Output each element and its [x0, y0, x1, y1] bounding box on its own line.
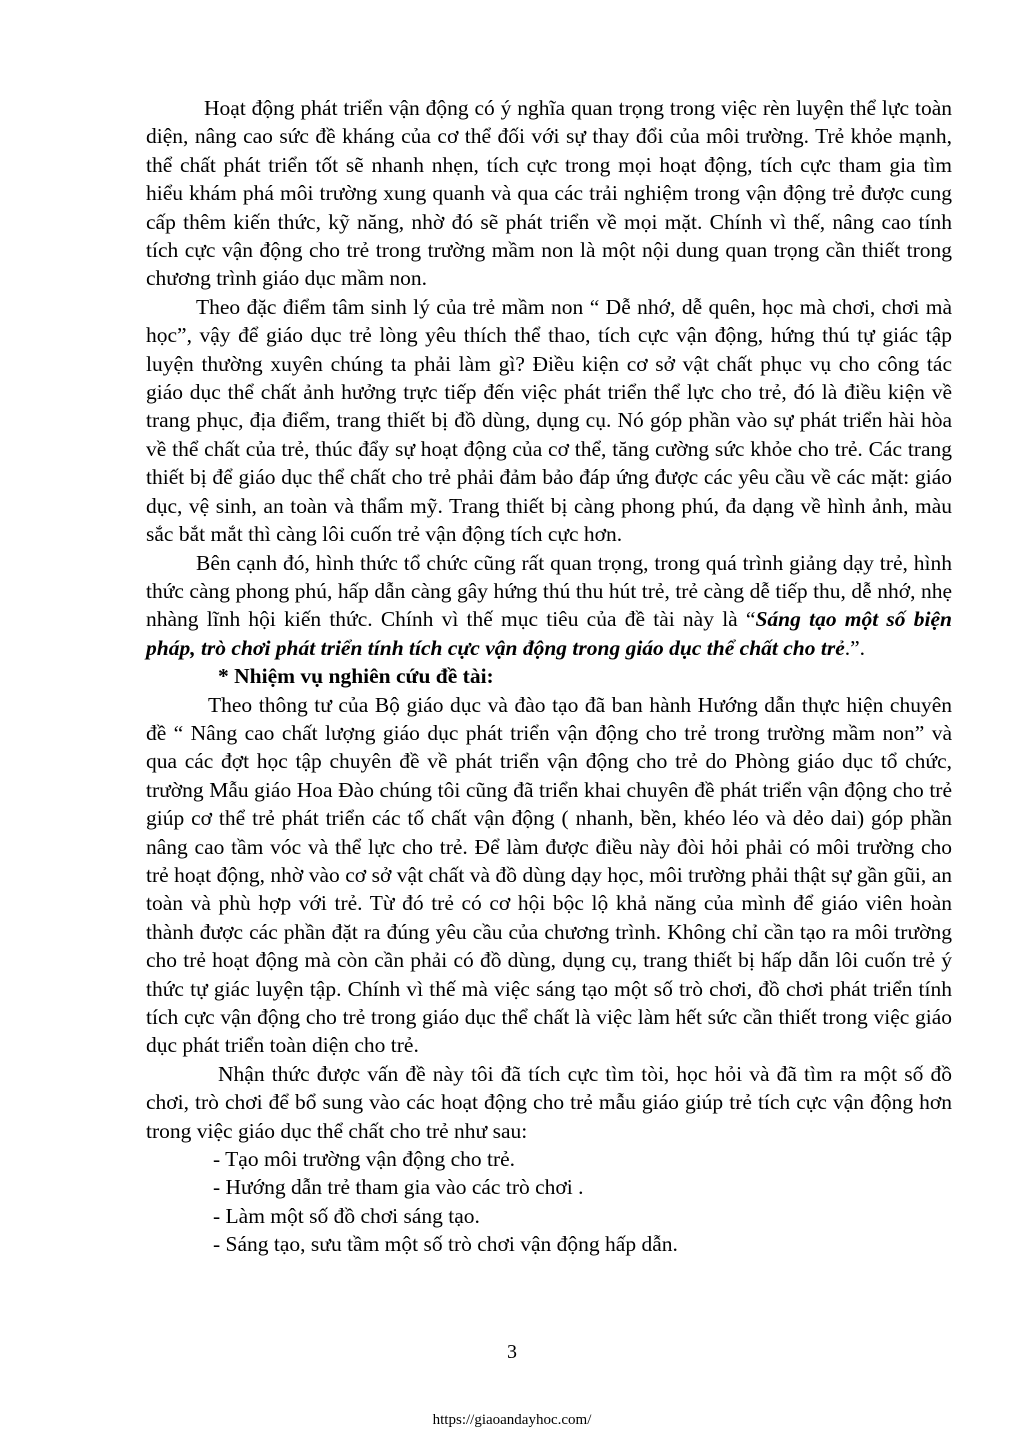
paragraph-intro: Hoạt động phát triển vận động có ý nghĩa quan trọng trong việc rèn luyện thể lực toàn diện, nâng cao sức đề kháng của cơ thể đối với sự thay đổi của môi trường. Trẻ khỏe mạnh, thể chất phát triển tốt sẽ nhanh nhẹn, tích cực trong mọi hoạt động, tích cực tham gia tìm hiểu khám phá môi trường xung quanh và qua các trải nghiệm trong vận động trẻ được cung cấp thêm kiến thức, kỹ năng, nhờ đó sẽ phát triển về mọi mặt. Chính vì thế, nâng cao tính tích cực vận động cho trẻ trong trường mầm non là một nội dung quan trọng cần thiết trong chương trình giáo dục mầm non. [146, 96, 952, 291]
document-body [146, 94, 952, 1259]
task-list [146, 1145, 952, 1259]
page-number: 3 [507, 1341, 517, 1363]
list-item: - Tạo môi trường vận động cho trẻ. [213, 1147, 516, 1172]
paragraph-organization-lead: Bên cạnh đó, hình thức tổ chức cũng rất quan trọng, trong quá trình giảng dạy trẻ, hình thức càng phong phú, hấp dẫn càng gây hứng thú thu hút trẻ, trẻ càng dễ tiếp thu, dễ nhớ, nhẹ nhàng lĩnh hội kiến thức. Chính vì thế mục tiêu của đề tài này là “ [146, 550, 952, 632]
section-heading-tasks: * Nhiệm vụ nghiên cứu đề tài: [218, 664, 494, 689]
paragraph-characteristics: Theo đặc điểm tâm sinh lý của trẻ mầm non “ Dễ nhớ, dễ quên, học mà chơi, chơi mà học”, vậy để giáo dục trẻ lòng yêu thích thể thao, tích cực vận động, hứng thú tự giác tập luyện thường xuyên chúng ta phải làm gì? Điều kiện cơ sở vật chất phục vụ cho công tác giáo dục thể chất ảnh hưởng trực tiếp đến việc phát triển thể lực cho trẻ, đó là điều kiện về trang phục, địa điểm, trang thiết bị đồ dùng, dụng cụ. Nó góp phần vào sự phát triển hài hòa về thể chất của trẻ, thúc đẩy sự hoạt động của cơ thể, tăng cường sức khỏe cho trẻ. Các trang thiết bị để giáo dục thể chất cho trẻ phải đảm bảo đáp ứng được các yêu cầu về các mặt: giáo dục, vệ sinh, an toàn và thẩm mỹ. Trang thiết bị càng phong phú, đa dạng về hình ảnh, màu sắc bắt mắt thì càng lôi cuốn trẻ vận động tích cực hơn. [146, 294, 952, 547]
list-item: - Hướng dẫn trẻ tham gia vào các trò chơi . [213, 1175, 584, 1200]
paragraph-organization-tail: .”. [844, 635, 866, 660]
topic-title-emphasis: Sáng tạo một số biện pháp, trò chơi phát triển tính tích cực vận động trong giáo dục thể chất cho trẻ [146, 607, 952, 660]
paragraph-circular: Theo thông tư của Bộ giáo dục và đào tạo đã ban hành Hướng dẫn thực hiện chuyên đề “ Nâng cao chất lượng giáo dục phát triển vận động cho trẻ trong trường mầm non” và qua các đợt học tập chuyên đề về phát triển vận động cho trẻ do Phòng giáo dục tổ chức, trường Mẫu giáo Hoa Đào chúng tôi cũng đã triển khai chuyên đề phát triển vận động cho trẻ giúp cơ thể trẻ phát triển các tố chất vận động ( nhanh, bền, khéo léo và dẻo dai) góp phần nâng cao tầm vóc và thể lực cho trẻ. Để làm được điều này đòi hỏi phải có môi trường cho trẻ hoạt động, nhờ vào cơ sở vật chất và đồ dùng dạy học, môi trường phải thật sự gần gũi, an toàn và phù hợp với trẻ. Từ đó trẻ có cơ hội bộc lộ khả năng của mình để giáo viên hoàn thành được các phần đặt ra đúng yêu cầu của chương trình. Không chỉ cần tạo ra môi trường cho trẻ hoạt động mà còn cần phải có đồ dùng, dụng cụ, trang thiết bị hấp dẫn lôi cuốn trẻ ý thức tự giác luyện tập. Chính vì thế mà việc sáng tạo một số trò chơi, đồ chơi phát triển tính tích cực vận động cho trẻ trong giáo dục thể chất là việc làm hết sức cần thiết trong việc giáo dục phát triển toàn diện cho trẻ. [146, 692, 952, 1058]
paragraph-awareness: Nhận thức được vấn đề này tôi đã tích cực tìm tòi, học hỏi và đã tìm ra một số đồ chơi, trò chơi để bổ sung vào các hoạt động cho trẻ mẫu giáo giúp trẻ tích cực vận động hơn trong việc giáo dục thể chất cho trẻ như sau: [146, 1061, 952, 1143]
list-item: - Sáng tạo, sưu tầm một số trò chơi vận động hấp dẫn. [213, 1232, 678, 1257]
footer-url: https://giaoandayhoc.com/ [432, 1412, 592, 1428]
paragraph-organization [146, 549, 952, 663]
list-item: - Làm một số đồ chơi sáng tạo. [213, 1203, 480, 1228]
